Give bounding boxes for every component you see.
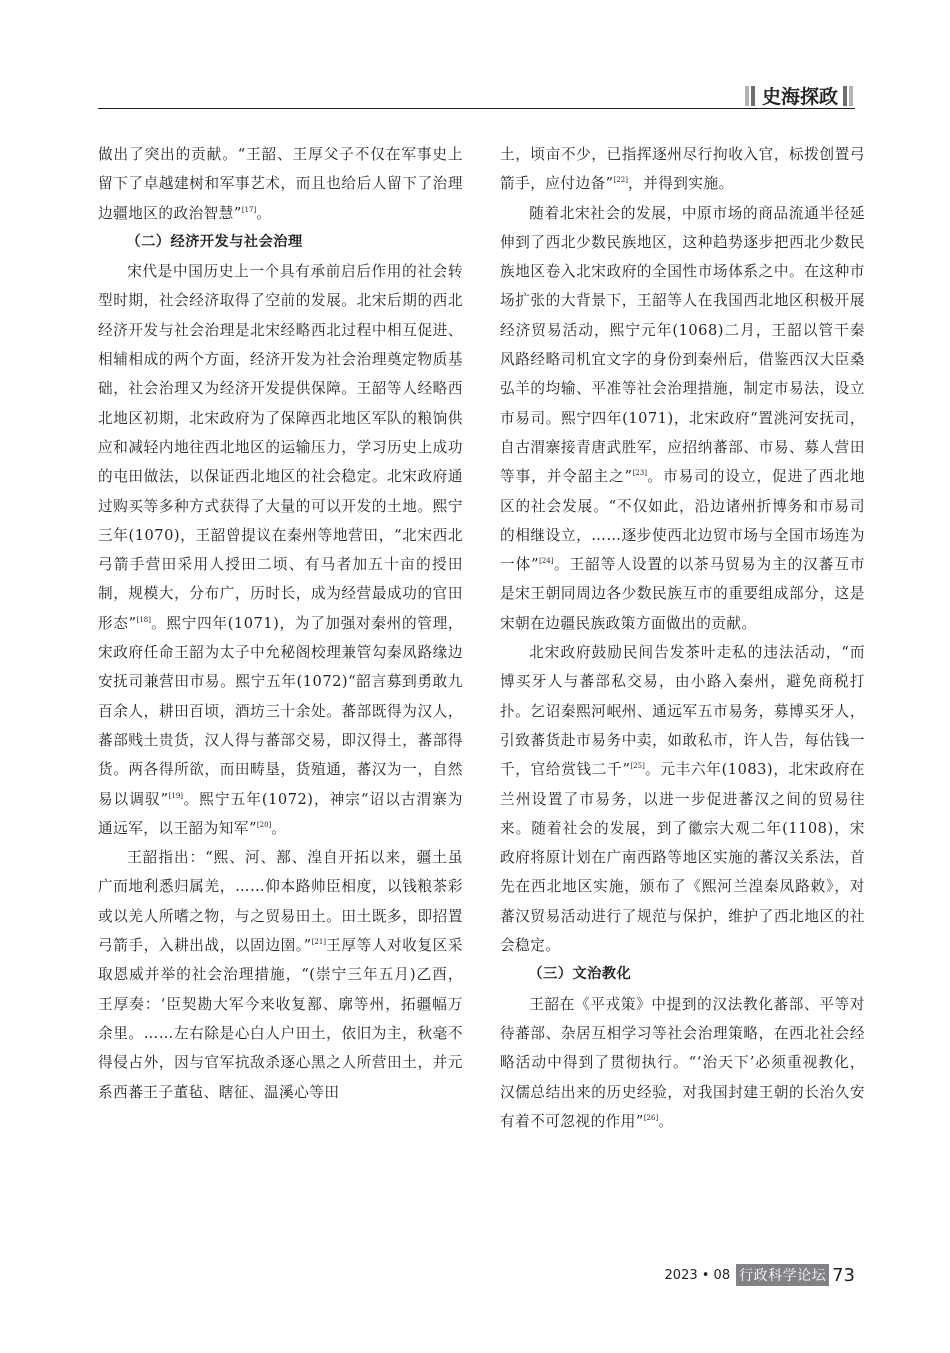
page-footer [665,1264,855,1286]
section-title: 史海探政 [761,86,838,108]
paragraph: 做出了突出的贡献。“王韶、王厚父子不仅在军事史上留下了卓越建树和军事艺术，而且也给后人留下了治理边疆地区的政治智慧”[17]。 [98,146,463,222]
section-logo [745,82,855,109]
issue-label: 2023 • 08 [664,1267,731,1283]
citation: [21] [311,938,327,947]
citation: [19] [168,791,184,800]
citation: [20] [256,820,272,829]
section-heading: （二）经济开发与社会治理 [126,233,303,250]
paragraph: 土，顷亩不少，已指挥逐州尽行拘收入官，标拨创置弓箭手，应付边备”[22]，并得到实施。 [500,146,865,193]
paragraph: 王韶指出：“熙、河、鄯、湟自开拓以来，疆土虽广而地利悉归属羌，……仰本路帅臣相度，以钱粮茶彩或以羌人所嗜之物，与之贸易田土。田土既多，即招置弓箭手，入耕出战，以固边圉。”[21]王厚等人对收复区采取恩威并举的社会治理措施，“(崇宁三年五月)乙酉，王厚奏：‘臣契勘大军今来收复鄯、廓等州，拓疆幅万余里。……左右除是心白人户田土，依旧为主，秋毫不得侵占外，因与官军抗敌杀逐心黑之人所营田土，并元系西蕃王子董毡、瞎征、温溪心等田 [98,849,463,1101]
left-column [98,140,463,1107]
logo-bar-decoration [751,86,755,106]
paragraph: 宋代是中国历史上一个具有承前启后作用的社会转型时期，社会经济取得了空前的发展。北宋后期的西北经济开发与社会治理是北宋经略西北过程中相互促进、相辅相成的两个方面，经济开发为社会治理奠定物质基础，社会治理又为经济开发提供保障。王韶等人经略西北地区初期，北宋政府为了保障西北地区军队的粮饷供应和减轻内地往西北地区的运输压力，学习历史上成功的屯田做法，以保证西北地区的社会稳定。北宋政府通过购买等多种方式获得了大量的可以开发的土地。熙宁三年(1070)，王韶曾提议在秦州等地营田，“北宋西北弓箭手营田采用人授田二顷、有马者加五十亩的授田制，规模大，分布广，历时长，成为经营最成功的官田形态”[18]。熙宁四年(1071)，为了加强对秦州的管理，宋政府任命王韶为太子中允秘阁校理兼管勾秦凤路缘边安抚司兼营田市易。熙宁五年(1072)“韶言募到勇敢九百余人，耕田百顷，酒坊三十余处。蕃部既得为汉人，蕃部贱土贵货，汉人得与蕃部交易，即汉得土，蕃部得货。两各得所欲，而田畴垦，货殖通，蕃汉为一，自然易以调驭”[19]。熙宁五年(1072)，神宗“诏以古渭寨为通远军，以王韶为知军”[20]。 [98,263,464,837]
page-number: 73 [832,1264,855,1286]
journal-name: 行政科学论坛 [736,1264,829,1286]
paragraph: 随着北宋社会的发展，中原市场的商品流通半径延伸到了西北少数民族地区，这种趋势逐步把西北少数民族地区卷入北宋政府的全国性市场体系之中。在这种市场扩张的大背景下，王韶等人在我国西北地区积极开展经济贸易活动，熙宁元年(1068)二月，王韶以管干秦风路经略司机宜文字的身份到秦州后，借鉴西汉大臣桑弘羊的均输、平准等社会治理措施，制定市易法，设立市易司。熙宁四年(1071)，北宋政府“置洮河安抚司，自古渭寨接青唐武胜军，应招纳蕃部、市易、募人营田等事，并令韶主之”[23]。市易司的设立，促进了西北地区的社会发展。“不仅如此，沿边诸州折博务和市易司的相继设立，……逐步使西北边贸市场与全国市场连为一体”[24]。王韶等人设置的以茶马贸易为主的汉蕃互市是宋王朝同周边各少数民族互市的重要组成部分，这是宋朝在边疆民族政策方面做出的贡献。 [500,204,865,632]
logo-bar-decoration [745,86,749,106]
logo-bar-decoration [843,86,847,106]
logo-bar-decoration [849,86,853,106]
citation: [18] [136,615,151,624]
right-column [500,140,865,1136]
page-header [98,74,855,109]
paragraph: 北宋政府鼓励民间告发茶叶走私的违法活动，“而博买牙人与蕃部私交易，由小路入秦州，避免商税打扑。乞诏秦熙河岷州、通远军五市易务，募博买牙人，引致蕃货赴市易务中卖，如敢私市，许人告，每估钱一千，官给赏钱二千”[25]。元丰六年(1083)，北宋政府在兰州设置了市易务，以进一步促进蕃汉之间的贸易往来。随着社会的发展，到了徽宗大观二年(1108)，宋政府将原计划在广南西路等地区实施的蕃汉关系法，首先在西北地区实施，颁布了《熙河兰湟秦凤路敕》，对蕃汉贸易活动进行了规范与保护，维护了西北地区的社会稳定。 [500,644,865,955]
citation: [22] [613,176,628,185]
citation: [26] [643,1113,659,1122]
citation: [17] [241,205,257,214]
citation: [25] [630,762,645,771]
section-heading: （三）文治教化 [528,966,632,983]
citation: [23] [632,469,647,478]
paragraph: 王韶在《平戎策》中提到的汉法教化蕃部、平等对待蕃部、杂居互相学习等社会治理策略，在西北社会经略活动中得到了贯彻执行。“‘治天下’必须重视教化，汉儒总结出来的历史经验，对我国封建王朝的长治久安有着不可忽视的作用”[26]。 [500,995,865,1130]
citation: [24] [539,557,554,566]
